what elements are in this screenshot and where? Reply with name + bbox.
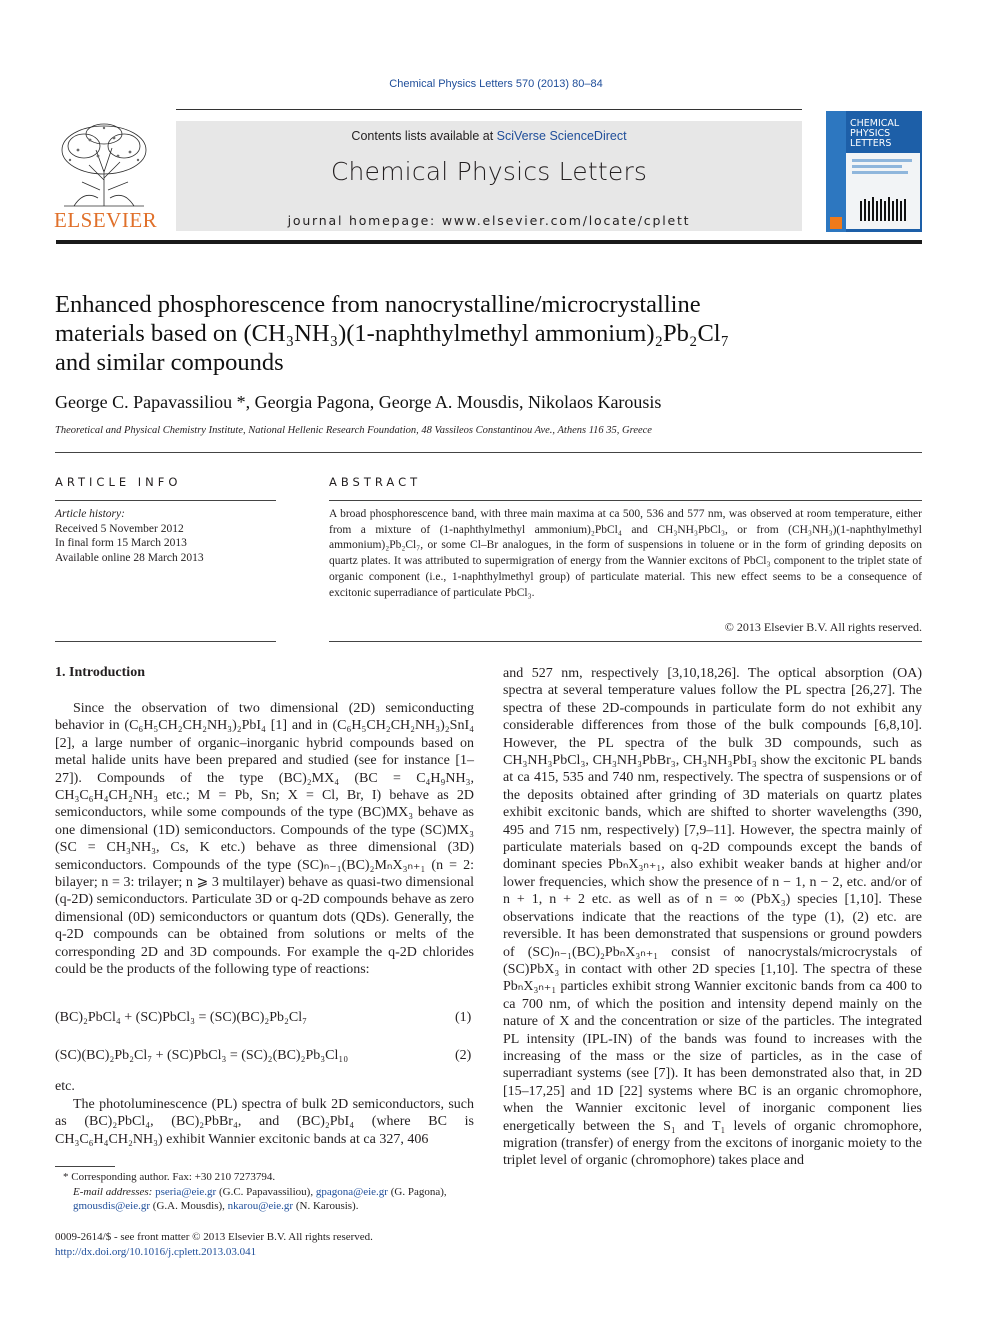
journal-citation[interactable]: Chemical Physics Letters 570 (2013) 80–84 (389, 78, 603, 90)
title-separator (55, 452, 922, 453)
journal-cover[interactable] (826, 111, 922, 232)
history-online: Available online 28 March 2013 (55, 551, 204, 564)
tree-icon (54, 120, 154, 208)
article-title (55, 290, 915, 377)
issn-line: 0009-2614/$ - see front matter © 2013 Elsevier B.V. All rights reserved. (55, 1231, 373, 1243)
email-link-mousdis[interactable]: gmousdis@eie.gr (73, 1200, 151, 1212)
email-owner-3: (G.A. Mousdis), (152, 1200, 225, 1212)
email-link-karousis[interactable]: nkarou@eie.gr (227, 1200, 294, 1212)
email-owner-1: (G.C. Papavassiliou), (218, 1185, 314, 1198)
corresponding-author: * Corresponding author. Fax: +30 210 7273794. (63, 1171, 276, 1183)
intro-p2-text: The photoluminescence (PL) spectra of bulk 2D semiconductors, such as (BC)₂PbCl₄, (BC)₂PbBr₄, and (BC)₂PbI₄ (where BC is CH₃C₆H₄CH₂NH₃) exhibit Wannier excitonic bands at ca 327, 406 (55, 1097, 474, 1147)
cover-title-line-3: LETTERS (850, 138, 892, 149)
intro-right-column (503, 665, 922, 1170)
affiliation: Theoretical and Physical Chemistry Institute, National Hellenic Research Foundation, 48 Vassileos Constantinou Ave., Athens 116 35, Greece (55, 425, 652, 436)
email-link-papavassiliou[interactable]: pseria@eie.gr (155, 1185, 217, 1198)
intro-paragraph-2 (55, 1096, 474, 1148)
email-link-pagona[interactable]: gpagona@eie.gr (315, 1185, 388, 1198)
sciencedirect-link[interactable]: SciVerse ScienceDirect (496, 129, 627, 143)
abstract-bottom-rule (329, 641, 922, 642)
doi-link[interactable]: http://dx.doi.org/10.1016/j.cplett.2013.03.041 (55, 1245, 257, 1258)
abstract-text: A broad phosphorescence band, with three main maxima at ca 500, 536 and 577 nm, was observed at room temperature, either from a mixture of (1-naphthylmethyl ammonium)₂PbCl₄ and CH₃NH₃PbCl₃, or from (CH₃NH₃)(1-naphthylmethyl ammonium)₂Pb₂Cl₇, or some Cl–Br analogues, in the form of suspensions in toluene or in the form of grinding deposits on quartz plates. It was attributed to supermigration of energy from the Wannier excitons of PbCl₃ component to the triplet state of organic component (i.e., 1-naphthylmethyl group) of particulate material. This new effect seems to be a consequence of excitonic superradiance of particulate PbCl₃. (329, 508, 922, 599)
intro-right-text: and 527 nm, respectively [3,10,18,26]. The optical absorption (OA) spectra at several temperature values follow the PL spectra [26,27]. The spectra of these 2D-compounds in particulate form do not exhibit any considerable differences from those of the bulk compounds [6,8,10]. However, the PL spectra of the bulk 3D compounds, such as CH₃NH₃PbCl₃, CH₃NH₃PbBr₃, CH₃NH₃PbI₃ show the excitonic PL bands at ca 415, 535 and 740 nm, respectively. The spectra of suspensions or of the deposits obtained after grinding of 3D materials on quartz plates exhibit excitonic bands, which are shifted to shorter wavelengths (390, 495 and 715 nm, respectively) [7,9–11]. However, the spectra mainly of particulate materials based on q-2D compounds except the bands of dominant species PbₙX₃ₙ₊₁, also exhibit weaker bands at higher and/or lower frequencies, which show the presence of n − 1, n − 2, etc. and/or of n + 1, n + 2 etc. as well as of n = ∞ (PbX₃) species [1,10]. These observations indicate that the reactions of the type (1), (2) etc. are reversible. It has been demonstrated that suspensions or ground powders of (SC)ₙ₋₁(BC)₂PbₙX₃ₙ₊₁ consist of nanocrystals/microcrystals of (SC)PbX₃ in contact with other 2D species [1,10]. The spectra of these PbₙX₃ₙ₊₁ particles exhibit strong Wannier excitonic bands from ca 400 to ca 700 nm, of which the position and intensity depend mainly on the nature of X and the concentration or size of the particles. The integrated PL intensity (IPL-IN) of the bands was found to increases with the increasing of the mass or the size of particles, as in the case of superradiant systems (see [7]). It has been demonstrated also that, in 2D [15–17,25] and 1D [22] systems where BC is an organic chromophore, when the Wannier excitonic level of inorganic component lies energetically between the S₁ and T₁ levels of organic chromophore, migration (transfer) of energy from the excitons of inorganic moiety to the triplet level of organic (chromophore) takes place and (503, 666, 922, 1169)
email-owner-2: (G. Pagona), (390, 1185, 447, 1198)
journal-header (176, 121, 802, 231)
abstract-copyright: © 2013 Elsevier B.V. All rights reserved. (724, 620, 922, 634)
title-line-3: and similar compounds (55, 349, 284, 376)
cover-title-line-1: CHEMICAL (850, 118, 900, 129)
header-top-rule (176, 109, 802, 110)
footnote (55, 1170, 474, 1214)
journal-title: Chemical Physics Letters (330, 157, 648, 186)
article-history (55, 507, 275, 565)
cover-title (850, 119, 899, 149)
equation-2-number: (2) (455, 1048, 472, 1063)
cover-title-line-2: PHYSICS (850, 128, 891, 139)
abstract-heading: ABSTRACT (329, 475, 422, 489)
history-final-form: In final form 15 March 2013 (55, 537, 187, 550)
section-heading-introduction: 1. Introduction (55, 665, 145, 680)
email-addresses (55, 1185, 474, 1214)
intro-p1-text: Since the observation of two dimensional (2D) semiconducting behavior in (C₆H₅CH₂CH₂NH₃)₂PbI₄ [1] and in (C₆H₅CH₂CH₂NH₃)₂SnI₄ [2], a large number of organic–inorganic hybrid compounds based on metal halide units have been prepared and studied (see for instance [1–27]). Compounds of the type (BC)₂MX₄ (BC = C₄H₉NH₃, CH₃C₆H₄CH₂NH₃ etc.; M = Pb, Sn; X = Cl, Br, I) behave as 2D semiconductors, while some compounds of the type (BC)MX₃ behave as one dimensional (1D) semiconductors. Compounds of the type (SC)MX₃ (SC = CH₃NH₃, Cs, K etc.) behave as three dimensional (3D) semiconductors. Compounds of the type (SC)ₙ₋₁(BC)₂MₙX₃ₙ₊₁ (n = 2: bilayer; n = 3: trilayer; n ⩾ 3 multilayer) behave as quasi-two dimensional (q-2D) semiconductors. Particulate 3D or q-2D compounds behave as zero dimensional (0D) semiconductors or quantum dots (QDs). Generally, the q-2D compounds can be obtained from solutions or melts of the corresponding 2D and 3D compounds. For example the q-2D chlorides could be the products of the following type of reactions: (55, 701, 474, 978)
journal-homepage[interactable]: journal homepage: www.elsevier.com/locate/cplett (287, 213, 691, 228)
abstract-rule (329, 500, 922, 501)
info-rule (55, 500, 276, 501)
equation-2: (SC)(BC)₂Pb₂Cl₇ + (SC)PbCl₃ = (SC)₂(BC)₂Pb₃Cl₁₀ (55, 1048, 349, 1063)
front-matter (55, 1230, 555, 1259)
equation-1-number: (1) (455, 1010, 472, 1025)
contents-line (176, 129, 802, 143)
email-owner-4: (N. Karousis). (295, 1200, 359, 1212)
intro-paragraph-1 (55, 700, 474, 979)
publisher-wordmark: ELSEVIER (54, 208, 158, 232)
history-received: Received 5 November 2012 (55, 522, 184, 535)
equation-etc: etc. (55, 1079, 75, 1094)
equation-1: (BC)₂PbCl₄ + (SC)PbCl₃ = (SC)(BC)₂Pb₂Cl₇ (55, 1010, 308, 1025)
title-line-1: Enhanced phosphorescence from nanocrystalline/microcrystalline (55, 291, 701, 318)
contents-prefix: Contents lists available at (351, 129, 497, 143)
footnote-rule (55, 1166, 115, 1167)
email-label: E-mail addresses: (73, 1185, 153, 1198)
info-bottom-rule (55, 641, 276, 642)
header-bottom-rule (56, 240, 922, 244)
article-info-heading: ARTICLE INFO (55, 475, 182, 489)
title-line-2: materials based on (CH₃NH₃)(1-naphthylmethyl ammonium)₂Pb₂Cl₇ (55, 320, 730, 347)
history-label: Article history: (55, 508, 125, 520)
author-list[interactable]: George C. Papavassiliou *, Georgia Pagona, George A. Mousdis, Nikolaos Karousis (55, 392, 662, 412)
